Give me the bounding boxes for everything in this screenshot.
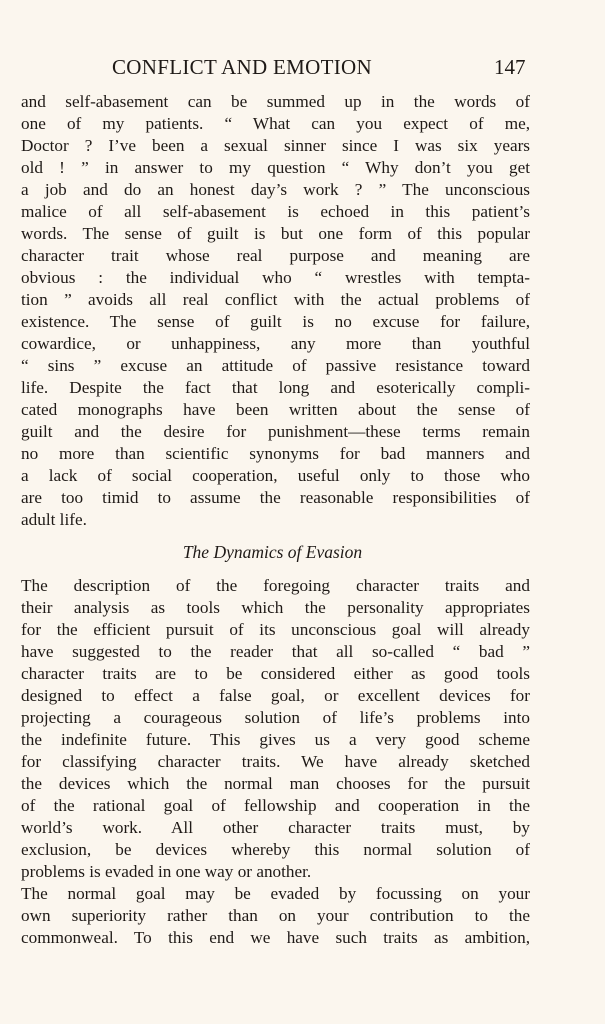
text-line: problems is evaded in one way or another. <box>21 862 312 881</box>
text-line: life. Despite the fact that long and esoterically compli- <box>21 378 530 397</box>
text-line: the indefinite future. This gives us a very good scheme <box>21 730 530 749</box>
text-line: cowardice, or unhappiness, any more than youthful <box>21 334 530 353</box>
text-line: one of my patients. “ What can you expect of me, <box>21 114 530 133</box>
text-line: the devices which the normal man chooses for the pursuit <box>21 774 530 793</box>
page-number: 147 <box>494 55 526 79</box>
text-line: of the rational goal of fellowship and cooperation in the <box>21 796 530 815</box>
text-line: Doctor ? I’ve been a sexual sinner since I was six years <box>21 136 530 155</box>
text-line: own superiority rather than on your contribution to the <box>21 906 530 925</box>
text-line: The description of the foregoing character traits and <box>21 576 530 595</box>
text-line: “ sins ” excuse an attitude of passive resistance toward <box>21 356 530 375</box>
text-line: adult life. <box>21 510 87 529</box>
text-line: exclusion, be devices whereby this normal solution of <box>21 840 530 859</box>
text-line: commonweal. To this end we have such traits as ambition, <box>21 928 530 947</box>
text-line: are too timid to assume the reasonable responsibilities of <box>21 488 530 507</box>
text-line: guilt and the desire for punishment—these terms remain <box>21 422 530 441</box>
text-line: for the efficient pursuit of its unconscious goal will already <box>21 620 530 639</box>
running-head-title: CONFLICT AND EMOTION <box>112 55 372 79</box>
text-line: world’s work. All other character traits must, by <box>21 818 530 837</box>
text-line: a job and do an honest day’s work ? ” The unconscious <box>21 180 530 199</box>
text-line: malice of all self-abasement is echoed in this patient’s <box>21 202 530 221</box>
section-heading: The Dynamics of Evasion <box>182 542 363 562</box>
text-line: projecting a courageous solution of life’s problems into <box>21 708 530 727</box>
text-line: and self-abasement can be summed up in the words of <box>21 92 530 111</box>
text-line: The normal goal may be evaded by focussing on your <box>21 884 530 903</box>
text-line: words. The sense of guilt is but one form of this popular <box>21 224 530 243</box>
text-line: designed to effect a false goal, or excellent devices for <box>21 686 530 705</box>
text-line: for classifying character traits. We have already sketched <box>21 752 530 771</box>
text-line: have suggested to the reader that all so-called “ bad ” <box>21 642 530 661</box>
text-line: character traits are to be considered either as good tools <box>21 664 530 683</box>
text-line: cated monographs have been written about the sense of <box>21 400 530 419</box>
text-line: tion ” avoids all real conflict with the actual problems of <box>21 290 530 309</box>
text-line: existence. The sense of guilt is no excuse for failure, <box>21 312 530 331</box>
text-line: old ! ” in answer to my question “ Why don’t you get <box>21 158 530 177</box>
text-line: their analysis as tools which the personality appropriates <box>21 598 530 617</box>
text-line: obvious : the individual who “ wrestles with tempta- <box>21 268 530 287</box>
text-line: character trait whose real purpose and meaning are <box>21 246 530 265</box>
text-line: no more than scientific synonyms for bad manners and <box>21 444 530 463</box>
text-line: a lack of social cooperation, useful only to those who <box>21 466 530 485</box>
